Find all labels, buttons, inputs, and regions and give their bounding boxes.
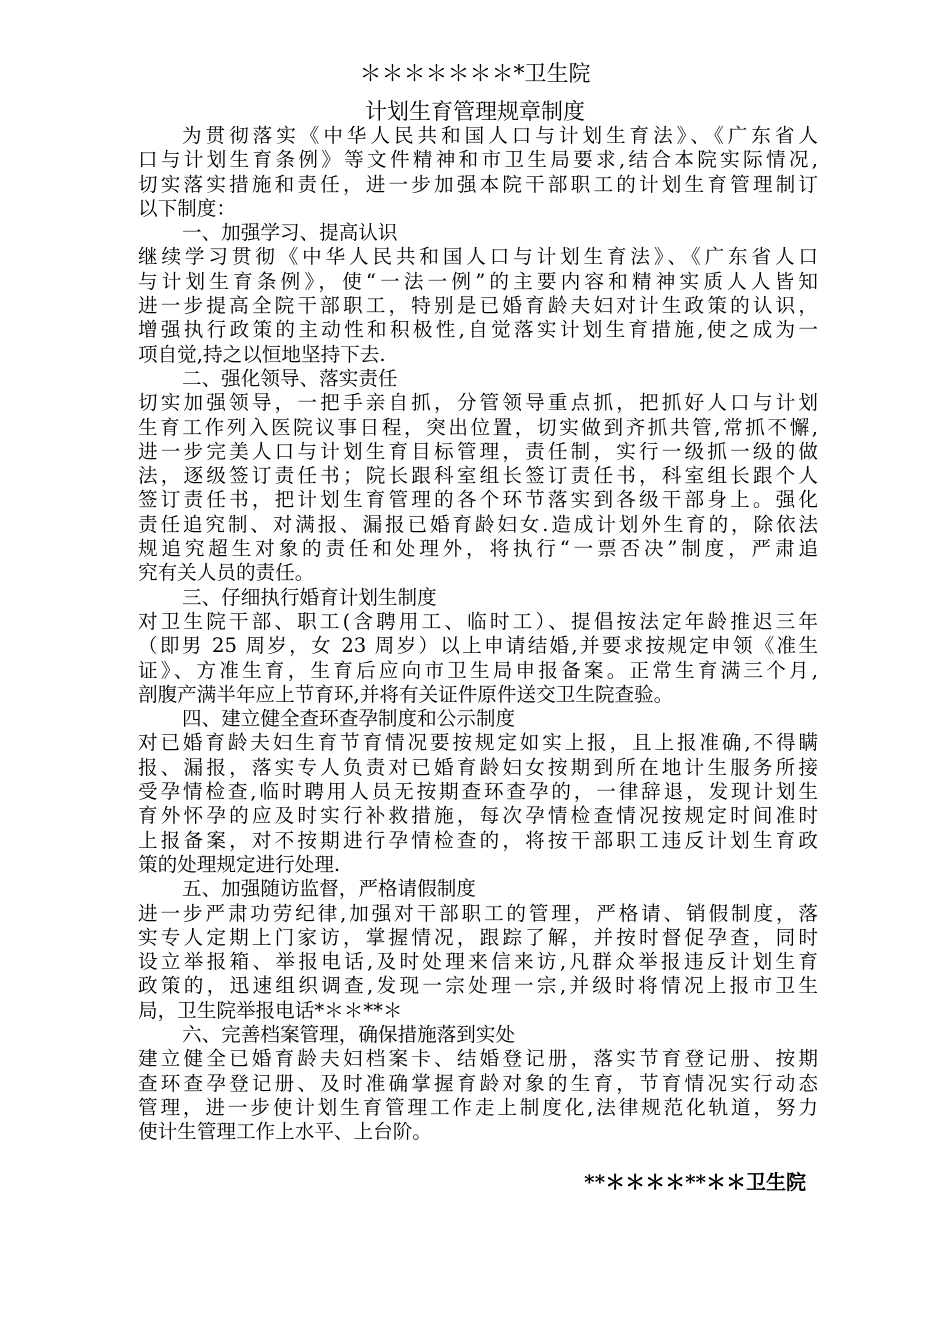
section-line: 上报备案，对不按期进行孕情检查的，将按干部职工违反计划生育政 <box>138 828 818 852</box>
section-line: 对已婚育龄夫妇生育节育情况要按规定如实上报，且上报准确,不得瞒 <box>138 731 818 755</box>
section-line: 究有关人员的责任。 <box>138 561 315 585</box>
section-line: 进一步提高全院干部职工，特别是已婚育龄夫妇对计生政策的认识， <box>138 294 818 318</box>
section-line: 查环查孕登记册、及时准确掌握育龄对象的生育，节育情况实行动态 <box>138 1071 818 1095</box>
section-line: 使计生管理工作上水平、上台阶。 <box>138 1120 432 1144</box>
section-line: 建立健全已婚育龄夫妇档案卡、结婚登记册，落实节育登记册、按期 <box>138 1047 818 1071</box>
section-line: 实专人定期上门家访，掌握情况，跟踪了解，并按时督促孕查，同时 <box>138 925 818 949</box>
section-line: 对卫生院干部、职工(含聘用工、临时工）、提倡按法定年龄推迟三年 <box>138 609 818 633</box>
section-line: （即男 25 周岁，女 23 周岁）以上申请结婚,并要求按规定申领《准生 <box>138 634 818 658</box>
intro-line: 以下制度： <box>138 196 236 220</box>
intro-paragraph <box>138 124 818 221</box>
section-line: 法，逐级签订责任书；院长跟科室组长签订责任书，科室组长跟个人 <box>138 464 818 488</box>
section-line: 管理，进一步使计划生育管理工作走上制度化,法律规范化轨道，努力 <box>138 1095 818 1119</box>
section-line: 受孕情检查,临时聘用人员无按期查环查孕的，一律辞退，发现计划生 <box>138 780 818 804</box>
section-line: 进一步严肃功劳纪律,加强对干部职工的管理，严格请、销假制度，落 <box>138 901 818 925</box>
organization-title: ＊＊＊＊＊＊＊*卫生院 <box>359 62 591 87</box>
section-line: 育外怀孕的应及时实行补救措施，每次孕情检查情况按规定时间准时 <box>138 804 818 828</box>
section-1 <box>138 221 818 367</box>
section-4 <box>138 707 818 877</box>
section-line: 签订责任书，把计划生育管理的各个环节落实到各级干部身上。强化 <box>138 488 818 512</box>
section-heading: 三、仔细执行婚育计划生制度 <box>182 585 437 609</box>
section-line: 继续学习贯彻《中华人民共和国人口与计划生育法》、《广东省人口 <box>138 245 818 269</box>
section-heading: 四、建立健全查环查孕制度和公示制度 <box>182 707 516 731</box>
intro-line: 口与计划生育条例》等文件精神和市卫生局要求,结合本院实际情况, <box>138 148 818 172</box>
signature-organization: **＊＊＊＊**＊＊卫生院 <box>584 1170 806 1194</box>
section-line: 责任追究制、对满报、漏报已婚育龄妇女.造成计划外生育的，除依法 <box>138 512 818 536</box>
section-heading: 二、强化领导、落实责任 <box>182 366 398 390</box>
section-heading: 六、完善档案管理，确保措施落到实处 <box>182 1022 516 1046</box>
document-body <box>138 124 818 1144</box>
section-line: 局，卫生院举报电话*＊＊**＊ <box>138 998 403 1022</box>
intro-line: 切实落实措施和责任，进一步加强本院干部职工的计划生育管理制订 <box>138 172 818 196</box>
section-line: 规追究超生对象的责任和处理外，将执行“一票否决”制度，严肃追 <box>138 537 818 561</box>
section-line: 策的处理规定进行处理. <box>138 852 341 876</box>
section-5 <box>138 877 818 1023</box>
section-3 <box>138 586 818 707</box>
section-line: 与计划生育条例》，使“一法一例”的主要内容和精神实质人人皆知 <box>138 269 818 293</box>
section-line: 剖腹产满半年应上节育环,并将有关证件原件送交卫生院查验。 <box>138 682 674 706</box>
section-line: 设立举报箱、举报电话,及时处理来信来访,凡群众举报违反计划生育 <box>138 950 818 974</box>
section-6 <box>138 1023 818 1144</box>
section-line: 进一步完美人口与计划生育目标管理，责任制，实行一级抓一级的做 <box>138 439 818 463</box>
section-line: 政策的，迅速组织调查,发现一宗处理一宗,并级时将情况上报市卫生 <box>138 974 818 998</box>
section-line: 生育工作列入医院议事日程，突出位置，切实做到齐抓共管,常抓不懈, <box>138 415 818 439</box>
section-line: 切实加强领导，一把手亲自抓，分管领导重点抓，把抓好人口与计划 <box>138 391 818 415</box>
intro-line: 为贯彻落实《中华人民共和国人口与计划生育法》、《广东省人 <box>182 124 818 147</box>
section-heading: 一、加强学习、提高认识 <box>182 221 398 245</box>
section-line: 项自觉,持之以恒地坚持下去. <box>138 342 386 366</box>
document-title: 计划生育管理规章制度 <box>364 100 585 125</box>
section-line: 报、漏报，落实专人负责对已婚育龄妇女按期到所在地计生服务所接 <box>138 755 818 779</box>
section-line: 增强执行政策的主动性和积极性,自觉落实计划生育措施,使之成为一 <box>138 318 818 342</box>
section-line: 证》、方准生育，生育后应向市卫生局申报备案。正常生育满三个月, <box>138 658 818 682</box>
section-2 <box>138 367 818 586</box>
section-heading: 五、加强随访监督，严格请假制度 <box>182 877 476 901</box>
